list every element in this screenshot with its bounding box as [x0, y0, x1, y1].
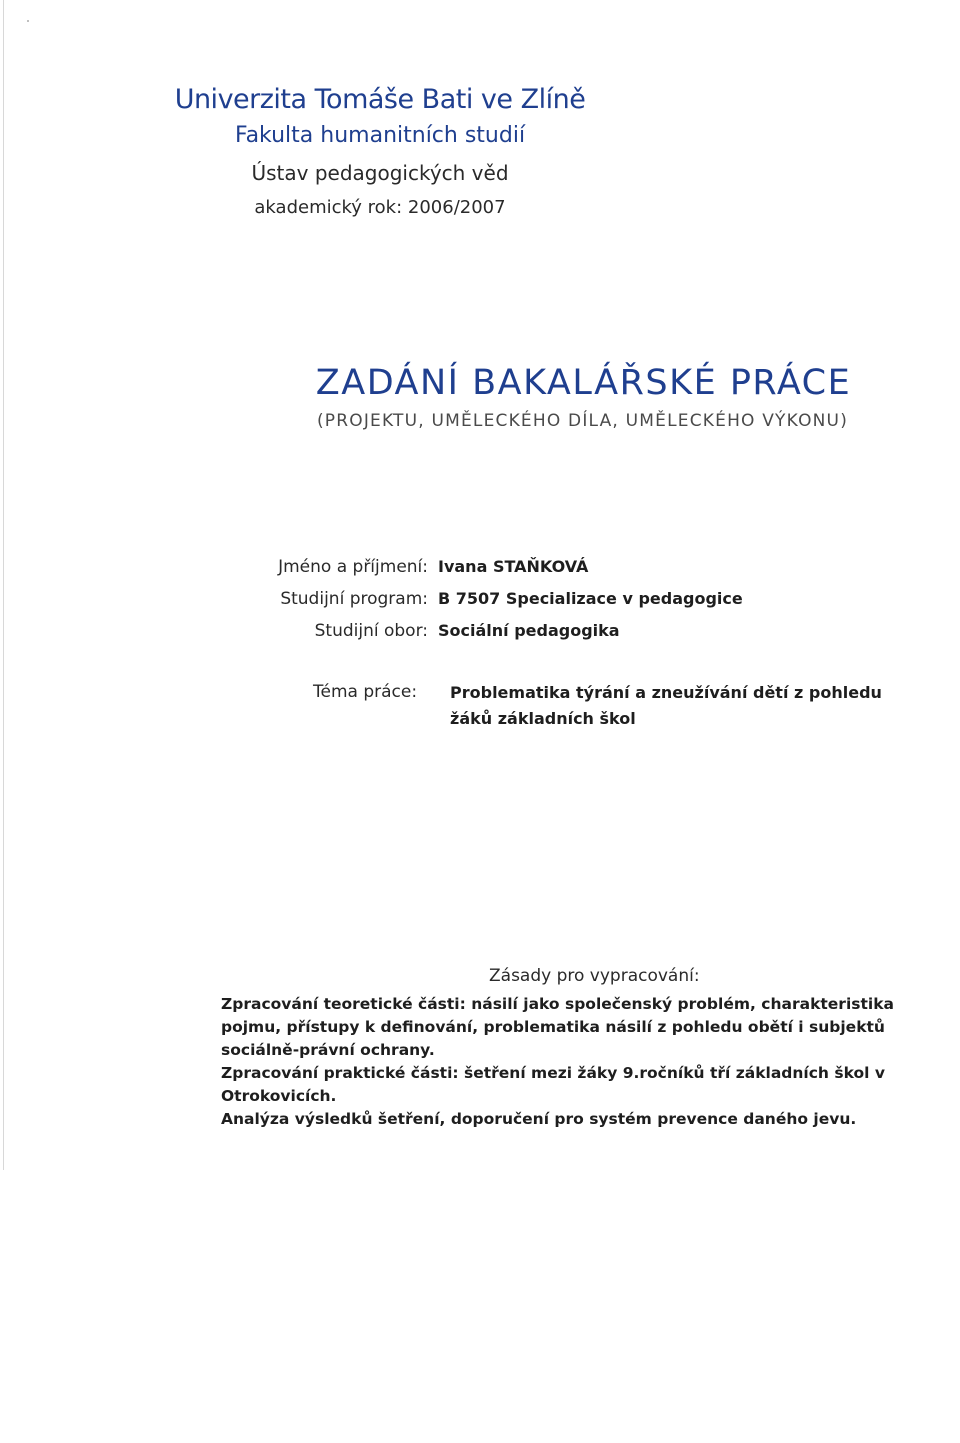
name-value: Ivana STAŇKOVÁ: [438, 557, 589, 576]
document-subtitle: (PROJEKTU, UMĚLECKÉHO DÍLA, UMĚLECKÉHO VÝKONU): [316, 411, 849, 431]
principles-practice: Zpracování praktické části: šetření mezi žáky 9.ročníků tří základních škol v Otrokovicích.: [221, 1064, 885, 1105]
principles-heading: Zásady pro vypracování:: [489, 966, 700, 986]
document-title: ZADÁNÍ BAKALÁŘSKÉ PRÁCE: [315, 363, 852, 403]
field-label: Studijní obor:: [314, 621, 428, 641]
topic-label: Téma práce:: [313, 682, 418, 702]
topic-value: Problematika týrání a zneužívání dětí z pohledu žáků základních škol: [450, 683, 882, 728]
program-value: B 7507 Specializace v pedagogice: [438, 589, 743, 608]
field-value: Sociální pedagogika: [438, 621, 620, 640]
faculty-name: Fakulta humanitních studií: [234, 123, 526, 148]
principles-body: [221, 993, 956, 1131]
program-label: Studijní program:: [280, 589, 428, 609]
scan-speck: [27, 20, 29, 22]
principles-theory: Zpracování teoretické části: násilí jako společenský problém, charakteristika pojmu, přístupy k definování, problematika násilí z pohledu obětí i subjektů sociálně-právní ochrany.: [221, 995, 894, 1059]
institute-name: Ústav pedagogických věd: [251, 161, 509, 185]
name-label: Jméno a příjmení:: [278, 557, 428, 577]
header-block: [0, 82, 960, 222]
academic-year: akademický rok: 2006/2007: [254, 197, 506, 218]
university-name: Univerzita Tomáše Bati ve Zlíně: [174, 84, 586, 115]
principles-analysis: Analýza výsledků šetření, doporučení pro systém prevence daného jevu.: [221, 1110, 857, 1128]
